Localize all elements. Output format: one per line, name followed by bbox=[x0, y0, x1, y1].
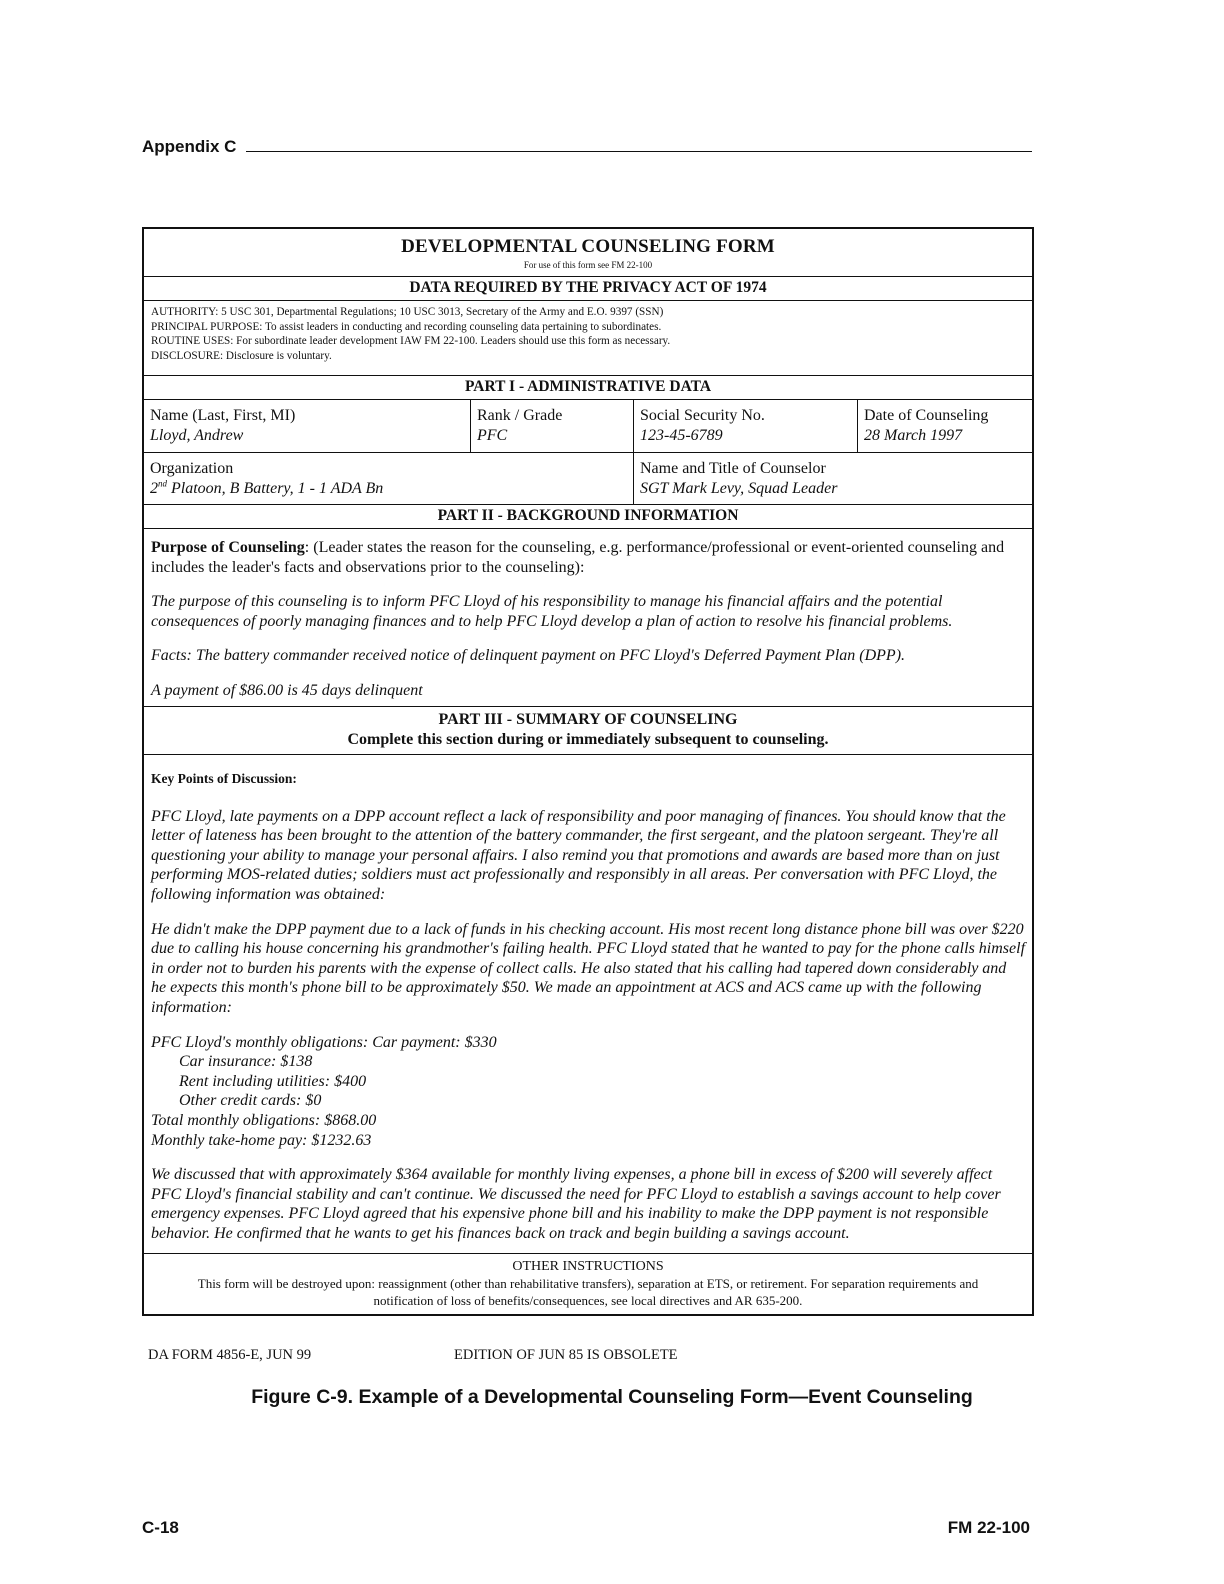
obligation-item: Rent including utilities: $400 bbox=[179, 1072, 367, 1090]
obligation-item: Total monthly obligations: $868.00 bbox=[151, 1111, 377, 1129]
form-title: DEVELOPMENTAL COUNSELING FORM bbox=[401, 236, 775, 257]
ssn-field[interactable] bbox=[634, 400, 858, 452]
payment-statement: A payment of $86.00 is 45 days delinquent bbox=[151, 681, 423, 699]
obligation-item: PFC Lloyd's monthly obligations: Car payment: $330 bbox=[151, 1033, 497, 1051]
other-instructions-text: This form will be destroyed upon: reassignment (other than rehabilitative transfers), separation at ETS, or retirement. For separation requirements and notification of loss of benefits/consequences, see local directives and AR 635-200. bbox=[197, 1276, 979, 1309]
name-label: Name (Last, First, MI) bbox=[150, 407, 296, 424]
privacy-routine-uses: ROUTINE USES: For subordinate leader development IAW FM 22-100. Leaders should use this form as necessary. bbox=[151, 335, 671, 348]
form-title-row bbox=[144, 229, 1032, 277]
rank-field[interactable] bbox=[471, 400, 634, 452]
appendix-header bbox=[142, 137, 1032, 159]
figure-caption: Figure C-9. Example of a Developmental Counseling Form—Event Counseling bbox=[251, 1386, 973, 1408]
manual-id: FM 22-100 bbox=[947, 1518, 1030, 1537]
privacy-statement bbox=[144, 301, 1032, 376]
obligation-item: Car insurance: $138 bbox=[179, 1053, 313, 1071]
edition-note: EDITION OF JUN 85 IS OBSOLETE bbox=[454, 1347, 678, 1363]
part3-title: PART III - SUMMARY OF COUNSELING bbox=[438, 711, 738, 728]
part1-heading: PART I - ADMINISTRATIVE DATA bbox=[144, 376, 1032, 400]
facts-statement: Facts: The battery commander received notice of delinquent payment on PFC Lloyd's Deferred Payment Plan (DPP). bbox=[151, 647, 906, 664]
header-rule bbox=[246, 151, 1032, 152]
summary-paragraph-3: We discussed that with approximately $364 available for monthly living expenses, a phone bill in excess of $200 will severely affect PFC Lloyd's financial stability and can't continue. We discussed the need for PFC Lloyd to establish a savings account to help cover emergency expenses. PFC Lloyd agreed that his expensive phone bill and his inability to make the DPP payment is not responsible behavior. He confirmed that he wants to get his finances back on track and begin building a savings account. bbox=[151, 1166, 1001, 1242]
counselor-field[interactable] bbox=[634, 453, 1032, 504]
counselor-value: SGT Mark Levy, Squad Leader bbox=[640, 480, 838, 497]
privacy-heading: DATA REQUIRED BY THE PRIVACY ACT OF 1974 bbox=[144, 277, 1032, 301]
name-value: Lloyd, Andrew bbox=[150, 427, 244, 444]
organization-label: Organization bbox=[150, 460, 234, 477]
admin-row-2 bbox=[144, 453, 1032, 505]
ssn-value: 123-45-6789 bbox=[640, 427, 723, 444]
form-subtitle: For use of this form see FM 22-100 bbox=[523, 260, 653, 270]
counseling-form bbox=[142, 227, 1034, 1316]
appendix-label: Appendix C bbox=[142, 137, 237, 156]
name-field[interactable] bbox=[144, 400, 471, 452]
counselor-label: Name and Title of Counselor bbox=[640, 460, 826, 477]
part3-subtitle: Complete this section during or immediately subsequent to counseling. bbox=[347, 731, 829, 748]
form-number: DA FORM 4856-E, JUN 99 bbox=[148, 1347, 312, 1363]
background-section bbox=[144, 529, 1032, 707]
ssn-label: Social Security No. bbox=[640, 407, 765, 424]
rank-value: PFC bbox=[477, 427, 508, 444]
date-value: 28 March 1997 bbox=[864, 427, 963, 444]
rank-label: Rank / Grade bbox=[477, 407, 563, 424]
purpose-instruction: Purpose of Counseling: (Leader states the reason for the counseling, e.g. performance/professional or event-oriented counseling and includes the leader's facts and observations prior to the counseling): bbox=[151, 539, 1005, 576]
privacy-authority: AUTHORITY: 5 USC 301, Departmental Regulations; 10 USC 3013, Secretary of the Army and E.O. 9397 (SSN) bbox=[151, 306, 664, 318]
page-number: C-18 bbox=[142, 1518, 179, 1537]
part2-heading: PART II - BACKGROUND INFORMATION bbox=[144, 505, 1032, 529]
organization-value: 2nd Platoon, B Battery, 1 - 1 ADA Bn bbox=[150, 478, 384, 497]
purpose-statement: The purpose of this counseling is to inform PFC Lloyd of his responsibility to manage his financial affairs and the potential consequences of poorly managing finances and to help PFC Lloyd develop a plan of action to resolve his financial problems. bbox=[151, 593, 953, 630]
summary-section bbox=[144, 755, 1032, 1254]
privacy-disclosure: DISCLOSURE: Disclosure is voluntary. bbox=[151, 349, 332, 362]
summary-paragraph-1: PFC Lloyd, late payments on a DPP account reflect a lack of responsibility and poor managing of finances. You should know that the letter of lateness has been brought to the attention of the battery commander, the first sergeant, and the platoon sergeant. They're all questioning your ability to manage your personal affairs. I also remind you that promotions and awards are based more than on just performing MOS-related duties; soldiers must act professionally and responsibly in all areas. Per conversation with PFC Lloyd, the following information was obtained: bbox=[151, 807, 1006, 903]
organization-field[interactable] bbox=[144, 453, 634, 504]
other-instructions bbox=[144, 1254, 1032, 1314]
other-instructions-title: OTHER INSTRUCTIONS bbox=[512, 1259, 664, 1275]
date-label: Date of Counseling bbox=[864, 407, 989, 424]
obligation-item: Monthly take-home pay: $1232.63 bbox=[151, 1131, 372, 1149]
admin-row-1 bbox=[144, 400, 1032, 453]
key-points-label: Key Points of Discussion: bbox=[151, 771, 297, 786]
obligation-item: Other credit cards: $0 bbox=[179, 1092, 322, 1110]
part3-heading bbox=[144, 707, 1032, 755]
obligations-list bbox=[151, 1033, 1025, 1151]
date-field[interactable] bbox=[858, 400, 1032, 452]
privacy-purpose: PRINCIPAL PURPOSE: To assist leaders in conducting and recording counseling data pertaining to subordinates. bbox=[151, 320, 662, 333]
summary-paragraph-2: He didn't make the DPP payment due to a lack of funds in his checking account. His most recent long distance phone bill was over $220 due to calling his house concerning his grandmother's failing health. PFC Lloyd stated that he wanted to pay for the phone calls himself in order not to burden his parents with the expense of collect calls. He also stated that his calling had tapered down considerably and he expects this month's phone bill to be approximately $50. We made an appointment at ACS and ACS came up with the following information: bbox=[151, 920, 1026, 1016]
